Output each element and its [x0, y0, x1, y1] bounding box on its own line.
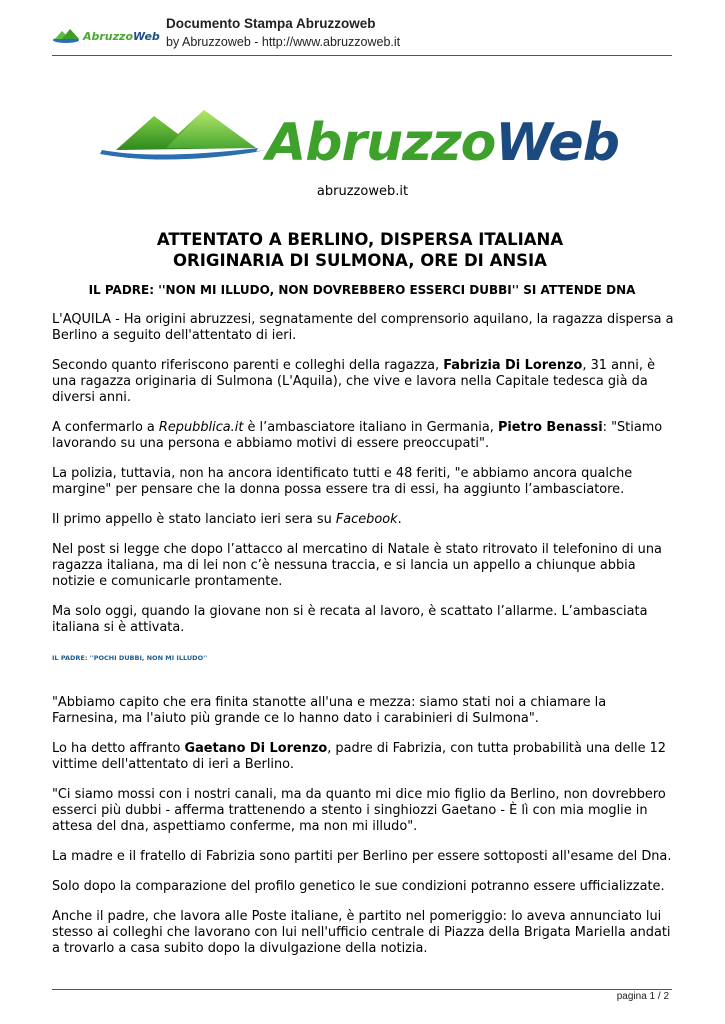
footer-divider [52, 989, 672, 990]
logo-text-abruzzo: Abruzzo [266, 113, 496, 173]
paragraph: Anche il padre, che lavora alle Poste italiane, è partito nel pomeriggio: lo aveva annunciato lui stesso ai colleghi che lavorano con lui nell'ufficio centrale di Piazza della Brigata Mariella andati a trovarlo a casa subito dopo la divulgazione della notizia. [52, 909, 671, 956]
paragraph: Secondo quanto riferiscono parenti e colleghi della ragazza, Fabrizia Di Lorenzo, 31 anni, è una ragazza originaria di Sulmona (L'Aquila), che vive e lavora nella Capitale tedesca già da diversi anni. [52, 358, 656, 405]
person-name: Fabrizia Di Lorenzo [443, 358, 583, 373]
paragraph: Solo dopo la comparazione del profilo genetico le sue condizioni potranno essere ufficializzate. [52, 879, 665, 894]
paragraph: L'AQUILA - Ha origini abruzzesi, segnatamente del comprensorio aquilano, la ragazza dispersa a Berlino a seguito dell'attentato di ieri. [52, 312, 674, 343]
source-name: Repubblica.it [158, 420, 244, 435]
svg-text:AbruzzoWeb: AbruzzoWeb [83, 30, 160, 43]
header-divider [52, 55, 672, 56]
article-subtitle: IL PADRE: ''NON MI ILLUDO, NON DOVREBBERO ESSERCI DUBBI'' SI ATTENDE DNA [88, 283, 636, 297]
section-heading: IL PADRE: ''POCHI DUBBI, NON MI ILLUDO'' [52, 654, 208, 662]
article-title [100, 229, 620, 271]
abruzzoweb-logo [96, 108, 619, 173]
svg-text:AbruzzoWeb [262, 113, 619, 173]
source-name: Facebook [335, 512, 398, 527]
article-title-line-1: ATTENTATO A BERLINO, DISPERSA ITALIANA [156, 230, 564, 249]
person-name: Pietro Benassi [497, 420, 603, 435]
abruzzoweb-small-logo [52, 24, 160, 46]
paragraph: Il primo appello è stato lanciato ieri sera su Facebook. [52, 512, 402, 527]
header-subtitle: by Abruzzoweb - http://www.abruzzoweb.it [166, 35, 401, 49]
paragraph: La madre e il fratello di Fabrizia sono partiti per Berlino per essere sottoposti all'esame del Dna. [52, 849, 672, 864]
paragraph: "Ci siamo mossi con i nostri canali, ma da quanto mi dice mio figlio da Berlino, non dovrebbero esserci più dubbi - afferma trattenendo a stento i singhiozzi Gaetano - È lì con mia moglie in attesa del dna, aspettiamo conferme, ma non mi illudo". [52, 787, 666, 834]
header-title: Documento Stampa Abruzzoweb [166, 16, 376, 31]
article-body [52, 312, 674, 971]
paragraph: Ma solo oggi, quando la giovane non si è recata al lavoro, è scattato l’allarme. L’ambasciata italiana si è attivata. [52, 604, 648, 635]
page-number: pagina 1 / 2 [616, 991, 669, 1002]
paragraph: Nel post si legge che dopo l’attacco al mercatino di Natale è stato ritrovato il telefonino di una ragazza italiana, ma di lei non c’è nessuna traccia, e si lancia un appello a chiunque abbia notizie e comunicarle prontamente. [52, 542, 662, 589]
paragraph: La polizia, tuttavia, non ha ancora identificato tutti e 48 feriti, "e abbiamo ancora qualche margine" per pensare che la donna possa essere tra di essi, ha aggiunto l’ambasciatore. [52, 466, 633, 497]
document-header [52, 14, 673, 54]
article-title-line-2: ORIGINARIA DI SULMONA, ORE DI ANSIA [173, 251, 547, 270]
logo-text-web: Web [495, 113, 619, 173]
site-label: abruzzoweb.it [316, 184, 409, 199]
paragraph: "Abbiamo capito che era finita stanotte all'una e mezza: siamo stati noi a chiamare la Farnesina, ma l'aiuto più grande ce lo hanno dato i carabinieri di Sulmona". [52, 695, 607, 726]
paragraph: Lo ha detto affranto Gaetano Di Lorenzo, padre di Fabrizia, con tutta probabilità una delle 12 vittime dell'attentato di ieri a Berlino. [52, 741, 666, 772]
paragraph: A confermarlo a Repubblica.it è l’ambasciatore italiano in Germania, Pietro Benassi: "Stiamo lavorando su una persona e abbiamo motivi di essere preoccupati". [52, 420, 663, 451]
person-name: Gaetano Di Lorenzo [184, 741, 328, 756]
